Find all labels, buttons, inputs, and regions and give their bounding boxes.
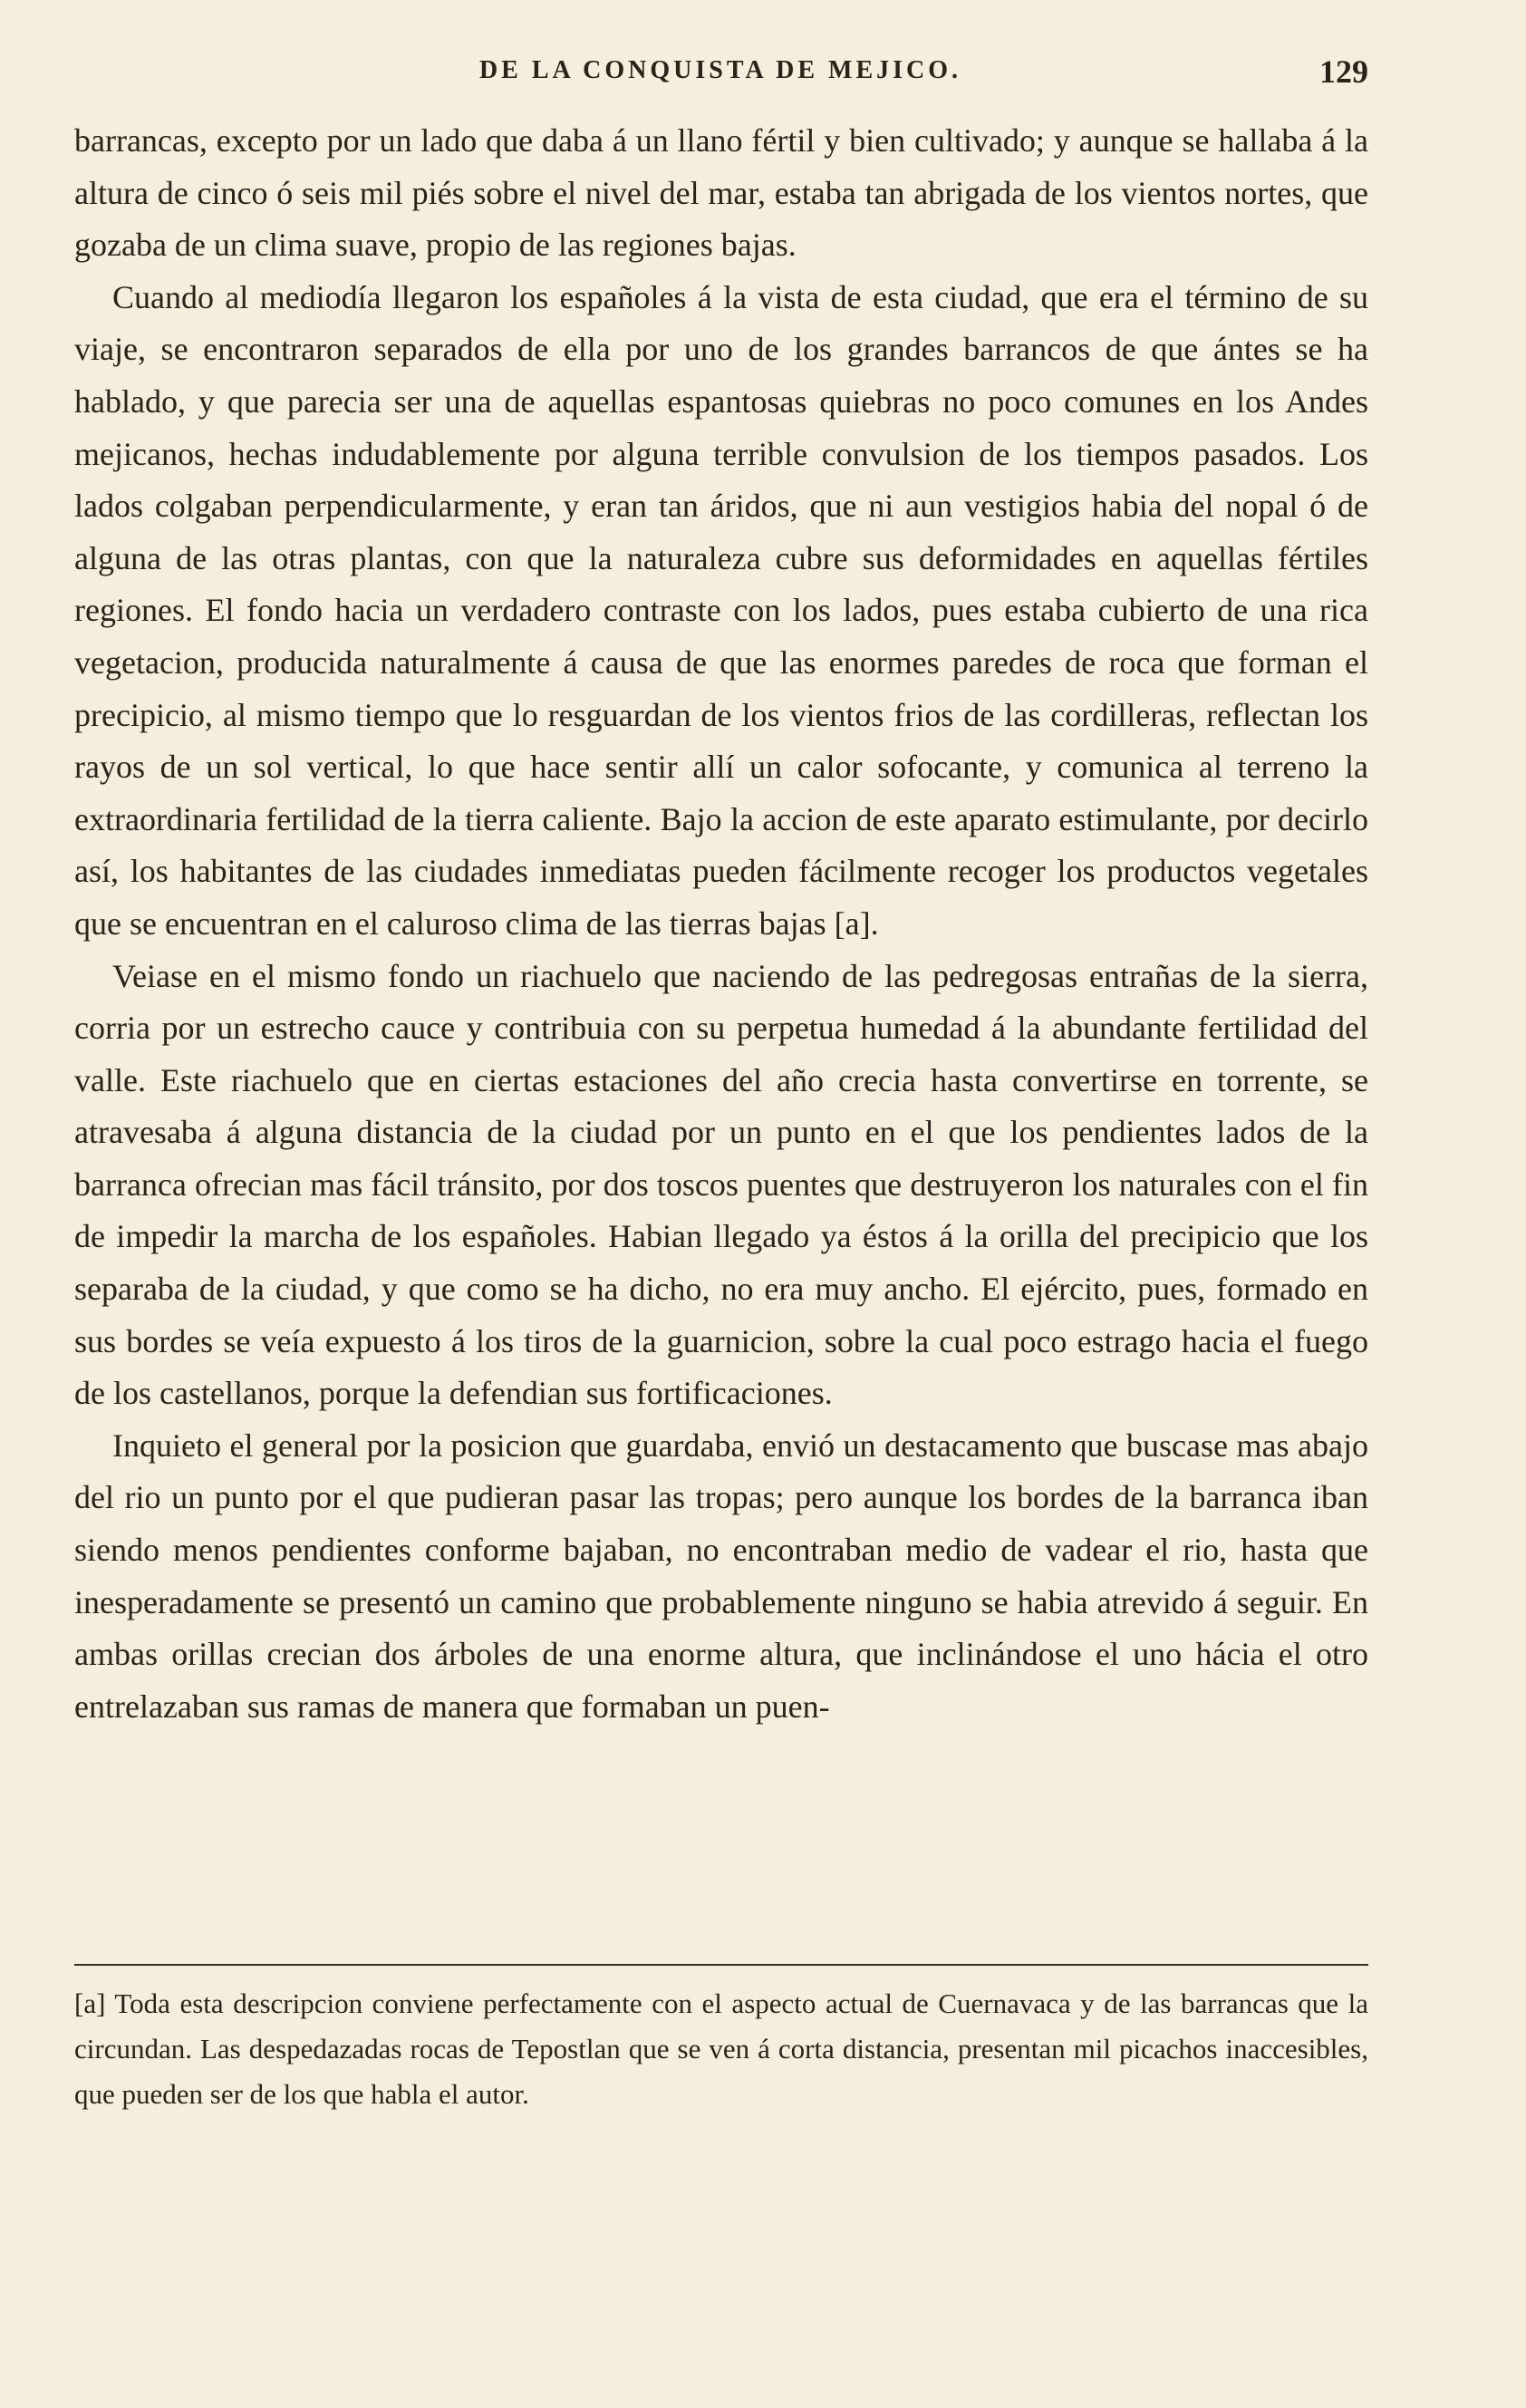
body-text [74, 115, 1368, 1733]
running-head [72, 53, 1368, 102]
footnote-rule [74, 1964, 1368, 1966]
paragraph-3: Veiase en el mismo fondo un riachuelo que naciendo de las pedregosas entrañas de la sierra, corria por un estrecho cauce y contribuia con su perpetua humedad á la abundante fertilidad del valle. Este riachuelo que en ciertas estaciones del año crecia hasta convertirse en torrente, se atravesaba á alguna distancia de la ciudad por un punto en el que los pendientes lados de la barranca ofrecian mas fácil tránsito, por dos toscos puentes que destruyeron los naturales con el fin de impedir la marcha de los españoles. Habian llegado ya éstos á la orilla del precipicio que los separaba de la ciudad, y que como se ha dicho, no era muy ancho. El ejército, pues, formado en sus bordes se veía expuesto á los tiros de la guarnicion, sobre la cual poco estrago hacia el fuego de los castellanos, porque la defendian sus fortificaciones. [74, 957, 1368, 1412]
running-title: DE LA CONQUISTA DE MEJICO. [478, 56, 962, 84]
footnote-text: [a] Toda esta descripcion conviene perfectamente con el aspecto actual de Cuernavaca y de las barrancas que la circundan. Las despedazadas rocas de Tepostlan que se ven á corta distancia, presentan mil picachos inaccesibles, que pueden ser de los que habla el autor. [74, 1987, 1368, 2110]
paragraph-2: Cuando al mediodía llegaron los españoles á la vista de esta ciudad, que era el término de su viaje, se encontraron separados de ella por uno de los grandes barrancos de que ántes se ha hablado, y que parecia ser una de aquellas espantosas quiebras no poco comunes en los Andes mejicanos, hechas indudablemente por alguna terrible convulsion de los tiempos pasados. Los lados colgaban perpendicularmente, y eran tan áridos, que ni aun vestigios habia del nopal ó de alguna de las otras plantas, con que la naturaleza cubre sus deformidades en aquellas fértiles regiones. El fondo hacia un verdadero contraste con los lados, pues estaba cubierto de una rica vegetacion, producida naturalmente á causa de que las enormes paredes de roca que forman el precipicio, al mismo tiempo que lo resguardan de los vientos frios de las cordilleras, reflectan los rayos de un sol vertical, lo que hace sentir allí un calor sofocante, y comunica al terreno la extraordinaria fertilidad de la tierra caliente. Bajo la accion de este aparato estimulante, por decirlo así, los habitantes de las ciudades inmediatas pueden fácilmente recoger los productos vegetales que se encuentran en el caluroso clima de las tierras bajas [a]. [74, 278, 1368, 942]
paragraph-1: barrancas, excepto por un lado que daba á un llano fértil y bien cultivado; y aunque se hallaba á la altura de cinco ó seis mil piés sobre el nivel del mar, estaba tan abrigada de los vientos nortes, que gozaba de un clima suave, propio de las regiones bajas. [74, 122, 1368, 264]
paragraph-4: Inquieto el general por la posicion que guardaba, envió un destacamento que buscase mas abajo del rio un punto por el que pudieran pasar las tropas; pero aunque los bordes de la barranca iban siendo menos pendientes conforme bajaban, no encontraban medio de vadear el rio, hasta que inesperadamente se presentó un camino que probablemente ninguno se habia atrevido á seguir. En ambas orillas crecian dos árboles de una enorme altura, que inclinándose el uno hácia el otro entrelazaban sus ramas de manera que formaban un puen- [74, 1426, 1368, 1725]
footnote [74, 1981, 1368, 2117]
page-number: 129 [1319, 53, 1368, 90]
